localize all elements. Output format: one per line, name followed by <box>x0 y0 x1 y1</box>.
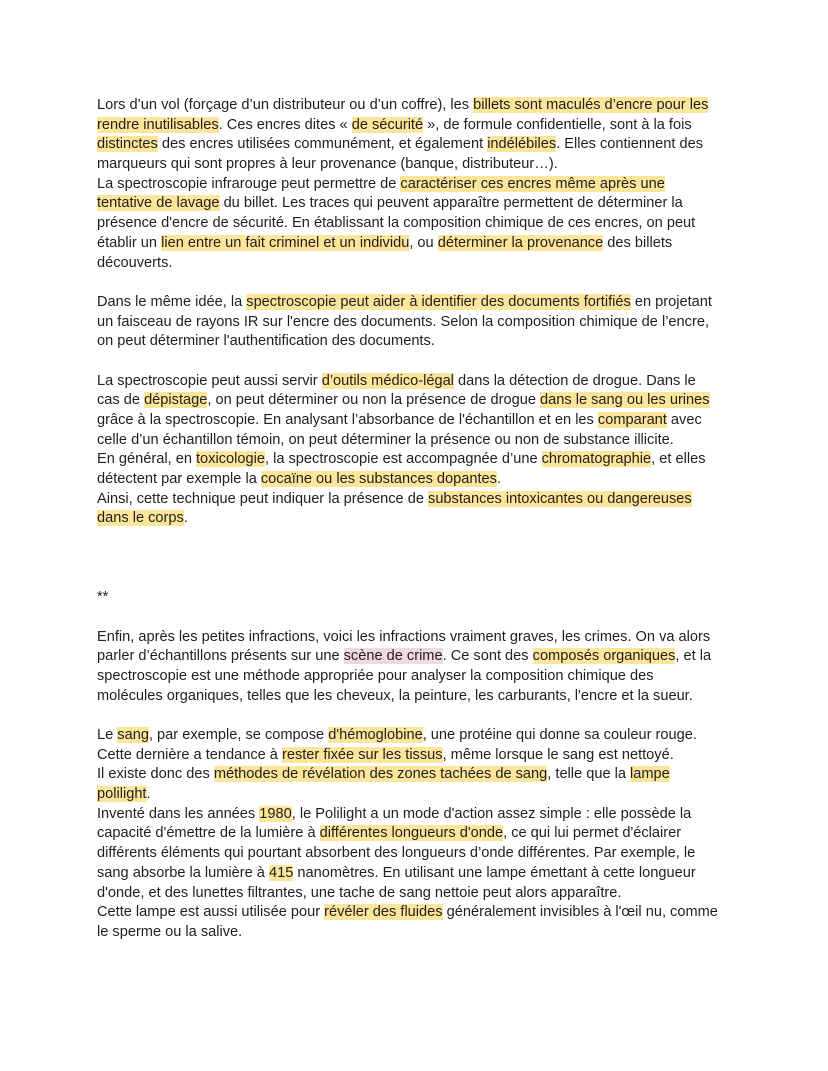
blank-line <box>97 608 777 628</box>
text-line <box>97 313 777 333</box>
text-run: sang absorbe la lumière à <box>97 864 269 881</box>
text-run: . Ces encres dites « <box>218 116 352 133</box>
highlighted-text: indélébiles <box>487 136 557 153</box>
text-line <box>97 175 777 195</box>
text-run: détectent par exemple la <box>97 471 261 488</box>
text-line <box>97 509 777 529</box>
text-run: Il existe donc des <box>97 766 214 783</box>
text-line <box>97 805 777 825</box>
text-run: La spectroscopie peut aussi servir <box>97 372 322 389</box>
highlighted-text: d’outils médico-légal <box>321 372 454 389</box>
text-run: , par exemple, se compose <box>148 727 329 743</box>
text-run: généralement invisibles à l'œil nu, comme <box>442 904 718 921</box>
text-line <box>97 844 777 864</box>
text-run: . <box>183 510 188 527</box>
text-run: , ou <box>409 234 438 251</box>
highlighted-text: distinctes <box>97 136 158 153</box>
text-run: celle d’un échantillon témoin, on peut déterminer la présence ou non de substance illicite. <box>97 431 674 448</box>
text-line <box>97 293 777 313</box>
highlighted-text: composés organiques <box>532 648 676 665</box>
text-run: En général, en <box>97 451 196 468</box>
text-line <box>97 372 777 392</box>
text-line <box>97 824 777 844</box>
highlighted-text: 415 <box>268 864 294 881</box>
highlighted-text-pink: scène de crime <box>343 648 443 665</box>
text-run: on peut déterminer l'authentification des documents. <box>97 333 435 350</box>
text-run: nanomètres. En utilisant une lampe émettant à cette longueur <box>293 864 696 881</box>
text-line <box>97 135 777 155</box>
text-line <box>97 628 777 648</box>
text-line <box>97 214 777 234</box>
text-line <box>97 470 777 490</box>
text-run: Le <box>97 727 118 743</box>
text-run: , on peut déterminer ou non la présence de drogue <box>207 392 541 409</box>
text-run: molécules organiques, telles que les cheveux, la peinture, les carburants, l'encre et la sueur. <box>97 687 693 704</box>
text-line <box>97 450 777 470</box>
text-line <box>97 391 777 411</box>
text-run: , la spectroscopie est accompagnée d’une <box>264 451 542 468</box>
highlighted-text: d'hémoglobine <box>328 727 423 743</box>
text-run: en projetant <box>630 293 712 310</box>
highlighted-text: sang <box>117 727 149 743</box>
text-run: . Ce sont des <box>442 648 533 665</box>
text-run: du billet. Les traces qui peuvent apparaître permettent de déterminer la <box>219 195 683 212</box>
blank-line <box>97 569 777 589</box>
text-line <box>97 490 777 510</box>
highlighted-text: révéler des fluides <box>324 904 443 921</box>
text-line <box>97 254 777 274</box>
highlighted-text: substances intoxicantes ou dangereuses <box>428 490 692 507</box>
highlighted-text: lampe <box>630 766 670 783</box>
text-line <box>97 884 777 904</box>
highlighted-text: de sécurité <box>351 116 424 133</box>
blank-line <box>97 529 777 549</box>
highlighted-text: toxicologie <box>196 451 265 468</box>
text-line <box>97 903 777 923</box>
highlighted-text: rendre inutilisables <box>97 116 219 133</box>
text-run: ** <box>97 589 109 606</box>
text-run: , telle que la <box>547 766 631 783</box>
highlighted-text: dans le sang ou les urines <box>540 392 710 409</box>
text-line <box>97 96 777 116</box>
highlighted-text: caractériser ces encres même après une <box>400 175 665 192</box>
text-run: d'onde, et des lunettes filtrantes, une tache de sang nettoie peut alors apparaître. <box>97 884 622 901</box>
highlighted-text: spectroscopie peut aider à identifier des documents fortifiés <box>246 293 631 310</box>
highlighted-text: déterminer la provenance <box>437 234 604 251</box>
text-run: spectroscopie est une méthode appropriée pour analyser la composition chimique des <box>97 667 654 684</box>
highlighted-text: dans le corps <box>97 510 184 527</box>
highlighted-text: polilight <box>97 786 147 803</box>
text-run: , ce qui lui permet d'éclairer <box>503 825 682 842</box>
text-run: découverts. <box>97 254 173 271</box>
text-run: établir un <box>97 234 162 251</box>
text-line <box>97 332 777 352</box>
blank-line <box>97 549 777 569</box>
text-run: Dans le même idée, la <box>97 293 247 310</box>
text-run: avec <box>666 412 702 428</box>
text-run: , et elles <box>651 451 706 468</box>
text-line <box>97 411 777 431</box>
text-line <box>97 234 777 254</box>
text-line <box>97 687 777 707</box>
text-line <box>97 194 777 214</box>
highlighted-text: rester fixée sur les tissus <box>281 746 443 763</box>
blank-line <box>97 706 777 726</box>
text-run: », de formule confidentielle, sont à la fois <box>423 116 692 133</box>
text-run: marqueurs qui sont propres à leur provenance (banque, distributeur…). <box>97 156 558 173</box>
text-run: , une protéine qui donne sa couleur rouge. <box>422 727 697 743</box>
highlighted-text: méthodes de révélation des zones tachées de sang <box>213 766 548 783</box>
text-line <box>97 923 777 943</box>
text-run: La spectroscopie infrarouge peut permettre de <box>97 175 401 192</box>
text-run: des billets <box>603 234 673 251</box>
text-run: . Elles contiennent des <box>556 136 703 153</box>
text-run: Lors d’un vol (forçage d’un distributeur ou d’un coffre), les <box>97 97 474 113</box>
blank-line <box>97 273 777 293</box>
text-run: parler d’échantillons présents sur une <box>97 648 344 665</box>
text-run: . <box>146 786 151 803</box>
text-run: grâce à la spectroscopie. En analysant l’absorbance de l'échantillon et en les <box>97 412 598 428</box>
text-line <box>97 647 777 667</box>
text-line <box>97 726 777 746</box>
text-run: Inventé dans les années <box>97 805 260 822</box>
text-run: le sperme ou la salive. <box>97 923 243 940</box>
highlighted-text: tentative de lavage <box>97 195 220 212</box>
text-line <box>97 765 777 785</box>
text-line <box>97 864 777 884</box>
highlighted-text: dépistage <box>144 392 208 409</box>
text-run: Cette lampe est aussi utilisée pour <box>97 904 325 921</box>
highlighted-text: 1980 <box>259 805 292 822</box>
text-run: présence d'encre de sécurité. En établissant la composition chimique de ces encres, on peut <box>97 215 696 232</box>
text-line <box>97 785 777 805</box>
text-run: , le Polilight a un mode d'action assez simple : elle possède la <box>291 805 692 822</box>
highlighted-text: chromatographie <box>541 451 652 468</box>
highlighted-text: cocaïne ou les substances dopantes <box>260 471 497 488</box>
highlighted-text: différentes longueurs d'onde <box>319 825 504 842</box>
text-run: Ainsi, cette technique peut indiquer la présence de <box>97 490 429 507</box>
text-run: , même lorsque le sang est nettoyé. <box>442 746 674 763</box>
text-run: un faisceau de rayons IR sur l'encre des documents. Selon la composition chimique de l’encre, <box>97 313 709 330</box>
highlighted-text: billets sont maculés d’encre pour les <box>473 97 709 113</box>
text-run: capacité d'émettre de la lumière à <box>97 825 320 842</box>
text-line <box>97 431 777 451</box>
text-line <box>97 746 777 766</box>
text-run: Enfin, après les petites infractions, voici les infractions vraiment graves, les crimes. On va alors <box>97 628 711 645</box>
text-run: Cette dernière a tendance à <box>97 746 282 763</box>
text-run: dans la détection de drogue. Dans le <box>453 372 696 389</box>
text-line <box>97 155 777 175</box>
text-run: des encres utilisées communément, et également <box>157 136 488 153</box>
blank-line <box>97 352 777 372</box>
text-run: cas de <box>97 392 145 409</box>
document-body <box>97 96 777 943</box>
text-run: . <box>496 471 502 488</box>
text-line <box>97 116 777 136</box>
highlighted-text: lien entre un fait criminel et un individu <box>161 234 410 251</box>
text-line <box>97 667 777 687</box>
highlighted-text: comparant <box>597 412 667 428</box>
text-run: , et la <box>675 648 712 665</box>
text-run: différents éléments qui pourtant absorbent des longueurs d’onde différentes. Par exemple, le <box>97 845 696 862</box>
text-line <box>97 588 777 608</box>
